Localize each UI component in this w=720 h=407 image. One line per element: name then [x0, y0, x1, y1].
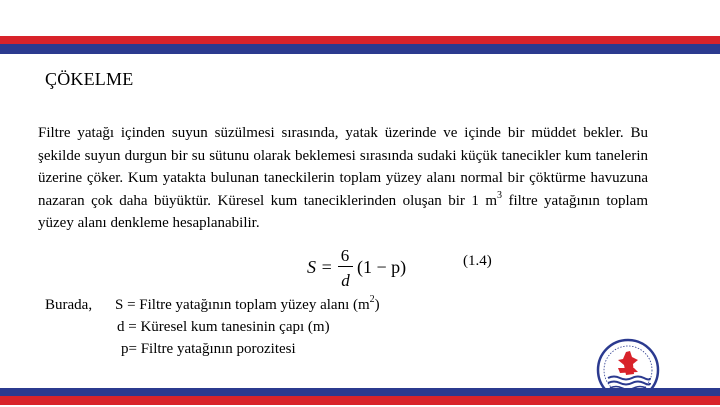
equation-number: (1.4) — [463, 253, 492, 269]
definition-s-close: ) — [374, 297, 380, 313]
formula-numerator: 6 — [340, 246, 350, 265]
paragraph-text-2: filtre yatağının toplam yüzey alanı denkleme hesaplanabilir. — [38, 192, 648, 232]
top-blue-band — [0, 44, 720, 54]
definition-p: p= Filtre yatağının porozitesi — [121, 341, 296, 357]
paragraph-text-1: Filtre yatağı içinden suyun süzülmesi sırasında, yatak üzerinde ve içinde bir müddet bekler. Bu şekilde suyun durgun bir su sütunu olarak beklemesi sırasında sudaki küçük tanecikler kum tanelerin üzerine çöker. Kum yatakta bulunan taneckilerin toplam yüzey alanı normal bir çöktürme havuzuna nazaran çok daha büyüktür. Küresel kum taneciklerinden oluşan bir 1 m — [38, 125, 648, 209]
formula-denominator: d — [341, 271, 350, 290]
definition-d: d = Küresel kum tanesinin çapı (m) — [117, 319, 330, 335]
definition-s-text: S = Filtre yatağının toplam yüzey alanı (m — [115, 297, 370, 313]
body-paragraph — [38, 122, 648, 235]
surface-area-formula — [307, 244, 427, 290]
paragraph-superscript: 3 — [497, 189, 502, 201]
bottom-blue-band — [0, 388, 720, 396]
definition-s-superscript: 2 — [369, 294, 375, 305]
definition-s — [115, 294, 380, 316]
formula-factor: (1 − p) — [357, 257, 407, 277]
definitions-lead: Burada, — [45, 297, 93, 313]
slide-title: ÇÖKELME — [45, 69, 134, 89]
top-red-band — [0, 36, 720, 44]
formula-lhs: S = — [307, 257, 333, 277]
bottom-red-band — [0, 396, 720, 405]
